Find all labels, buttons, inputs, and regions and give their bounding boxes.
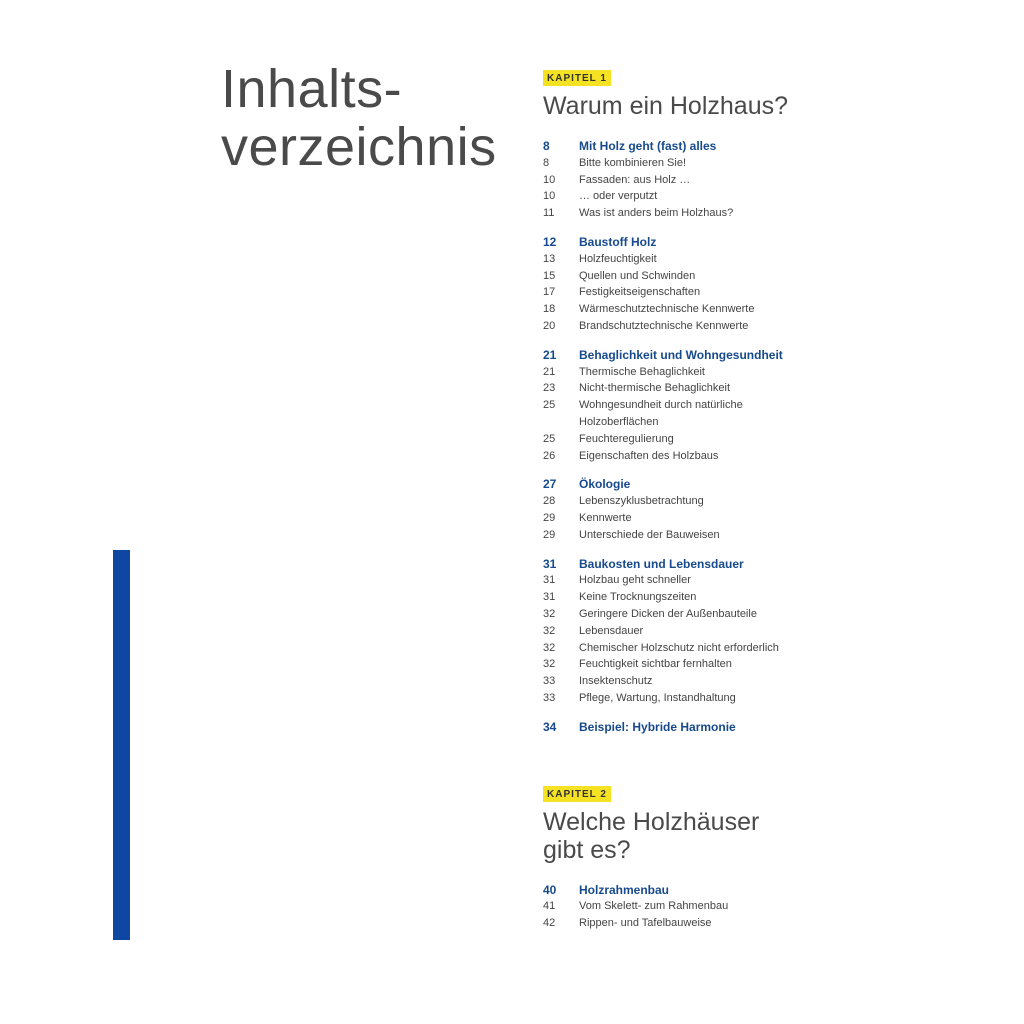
- toc-entry[interactable]: [543, 155, 993, 172]
- toc-entry-text: Lebensdauer: [579, 624, 644, 637]
- toc-section-heading[interactable]: [543, 234, 993, 251]
- toc-entry-text: Rippen- und Tafelbauweise: [579, 917, 712, 930]
- toc-page-number: 25: [543, 432, 556, 445]
- toc-entry-text: Vom Skelett- zum Rahmenbau: [579, 900, 729, 913]
- toc-page-number: 29: [543, 528, 556, 541]
- toc-heading-text: Baukosten und Lebensdauer: [579, 556, 744, 571]
- page-title-line-2: verzeichnis: [221, 117, 497, 177]
- toc-entry-text: Thermische Behaglichkeit: [579, 365, 705, 378]
- toc-page-number: 31: [543, 574, 556, 587]
- toc-section-heading[interactable]: [543, 882, 993, 899]
- toc-heading-text: Behaglichkeit und Wohngesundheit: [579, 347, 783, 362]
- toc-entry[interactable]: [543, 448, 993, 465]
- toc-entry[interactable]: [543, 493, 993, 510]
- chapter-entries: [543, 138, 993, 736]
- toc-entry-text: Quellen und Schwinden: [579, 269, 696, 282]
- toc-page-number: 18: [543, 303, 556, 316]
- page-title: [221, 60, 497, 176]
- toc-entry-text: Holzfeuchtigkeit: [579, 252, 657, 265]
- toc-entry-text: Holzbau geht schneller: [579, 574, 691, 587]
- toc-entry[interactable]: [543, 172, 993, 189]
- toc-entry[interactable]: [543, 527, 993, 544]
- toc-entry[interactable]: [543, 301, 993, 318]
- toc-entry[interactable]: [543, 397, 993, 414]
- decorative-blue-bar: [113, 550, 130, 940]
- page-title-line-1: Inhalts-: [221, 59, 403, 119]
- toc-entry[interactable]: [543, 414, 993, 431]
- toc-page-number: 8: [543, 139, 550, 153]
- toc-section-group: [543, 476, 993, 543]
- toc-entry-text: Insektenschutz: [579, 675, 653, 688]
- toc-page-number: 17: [543, 286, 556, 299]
- toc-page-number: 13: [543, 252, 556, 265]
- toc-page-number: 11: [543, 207, 555, 220]
- toc-section-heading[interactable]: [543, 556, 993, 573]
- toc-entry-text: Was ist anders beim Holzhaus?: [579, 207, 734, 220]
- chapter-title: [543, 92, 993, 120]
- toc-page-number: 25: [543, 399, 556, 412]
- toc-section-heading[interactable]: [543, 719, 993, 736]
- toc-heading-text: Ökologie: [579, 477, 631, 492]
- toc-page-number: 32: [543, 624, 556, 637]
- toc-entry-text: Holzoberflächen: [579, 415, 659, 428]
- toc-section-group: [543, 234, 993, 335]
- toc-entry-text: Nicht-thermische Behaglichkeit: [579, 382, 731, 395]
- toc-entry[interactable]: [543, 188, 993, 205]
- toc-page-number: 32: [543, 641, 556, 654]
- toc-entry-text: Unterschiede der Bauweisen: [579, 528, 720, 541]
- toc-page-number: [543, 414, 579, 431]
- chapter-title-line: gibt es?: [543, 835, 631, 864]
- toc-entry-text: Pflege, Wartung, Instandhaltung: [579, 691, 736, 704]
- toc-entry-text: Feuchtigkeit sichtbar fernhalten: [579, 658, 732, 671]
- toc-entry[interactable]: [543, 898, 993, 915]
- toc-page-number: 28: [543, 495, 556, 508]
- toc-page-number: 33: [543, 691, 556, 704]
- toc-entry[interactable]: [543, 284, 993, 301]
- toc-page-number: 40: [543, 882, 557, 897]
- chapter-badge: KAPITEL 1: [543, 70, 611, 86]
- toc-page-number: 34: [543, 719, 557, 734]
- toc-entry-text: Fassaden: aus Holz …: [579, 173, 691, 186]
- toc-page-number: 21: [543, 347, 557, 362]
- toc-entry-text: Eigenschaften des Holzbaus: [579, 449, 719, 462]
- toc-entry-text: Bitte kombinieren Sie!: [579, 156, 686, 169]
- toc-entry-text: Festigkeitseigenschaften: [579, 286, 701, 299]
- toc-section-group: [543, 719, 993, 736]
- toc-entry[interactable]: [543, 572, 993, 589]
- toc-entry-text: Wärmeschutztechnische Kennwerte: [579, 303, 755, 316]
- chapter-title-line: Warum ein Holzhaus?: [543, 92, 789, 120]
- table-of-contents: [543, 68, 993, 944]
- toc-entry[interactable]: [543, 673, 993, 690]
- toc-entry[interactable]: [543, 623, 993, 640]
- toc-section-group: [543, 138, 993, 222]
- toc-entry[interactable]: [543, 251, 993, 268]
- toc-page-number: 32: [543, 607, 556, 620]
- chapter-section: [543, 784, 993, 932]
- toc-page-number: 31: [543, 556, 557, 571]
- chapter-badge: KAPITEL 2: [543, 786, 611, 802]
- toc-entry-text: … oder verputzt: [579, 190, 658, 203]
- toc-page-number: 10: [543, 190, 556, 203]
- toc-entry-text: Lebenszyklusbetrachtung: [579, 495, 704, 508]
- toc-page-number: 15: [543, 269, 556, 282]
- toc-heading-text: Mit Holz geht (fast) alles: [579, 139, 717, 153]
- toc-heading-text: Holzrahmenbau: [579, 882, 670, 897]
- toc-entry[interactable]: [543, 589, 993, 606]
- toc-entry[interactable]: [543, 318, 993, 335]
- toc-section-heading[interactable]: [543, 476, 993, 493]
- toc-entry-text: Chemischer Holzschutz nicht erforderlich: [579, 641, 779, 654]
- toc-entry-text: Keine Trocknungszeiten: [579, 591, 697, 604]
- toc-page-number: 8: [543, 156, 550, 169]
- toc-entry-text: Geringere Dicken der Außenbauteile: [579, 607, 757, 620]
- toc-page-number: 23: [543, 382, 556, 395]
- toc-section-group: [543, 347, 993, 465]
- toc-entry[interactable]: [543, 656, 993, 673]
- toc-entry-text: Feuchteregulierung: [579, 432, 674, 445]
- toc-entry[interactable]: [543, 380, 993, 397]
- toc-page-number: 21: [543, 365, 556, 378]
- toc-page-number: 32: [543, 658, 556, 671]
- toc-entry-text: Kennwerte: [579, 511, 632, 524]
- toc-entry[interactable]: [543, 915, 993, 932]
- toc-entry[interactable]: [543, 268, 993, 285]
- toc-page-number: 27: [543, 477, 557, 492]
- toc-page-number: 31: [543, 591, 556, 604]
- toc-section-group: [543, 556, 993, 707]
- toc-entry[interactable]: [543, 205, 993, 222]
- chapter-entries: [543, 882, 993, 932]
- toc-page-number: 10: [543, 173, 556, 186]
- toc-entry[interactable]: [543, 510, 993, 527]
- chapter-title-line: Welche Holzhäuser: [543, 807, 760, 836]
- toc-entry[interactable]: [543, 690, 993, 707]
- toc-section-heading[interactable]: [543, 138, 993, 155]
- toc-page-number: 42: [543, 917, 556, 930]
- toc-page-number: 29: [543, 511, 556, 524]
- toc-page-number: 41: [543, 900, 556, 913]
- toc-entry[interactable]: [543, 606, 993, 623]
- toc-entry[interactable]: [543, 431, 993, 448]
- toc-page-number: 33: [543, 675, 556, 688]
- toc-entry[interactable]: [543, 364, 993, 381]
- toc-page-number: 26: [543, 449, 556, 462]
- toc-section-group: [543, 882, 993, 932]
- chapter-title: [543, 808, 993, 864]
- chapter-section: [543, 68, 993, 736]
- toc-entry-text: Wohngesundheit durch natürliche: [579, 399, 743, 412]
- toc-entry-text: Brandschutztechnische Kennwerte: [579, 319, 749, 332]
- toc-entry[interactable]: [543, 640, 993, 657]
- toc-section-heading[interactable]: [543, 347, 993, 364]
- toc-heading-text: Beispiel: Hybride Harmonie: [579, 719, 736, 734]
- toc-heading-text: Baustoff Holz: [579, 234, 657, 249]
- toc-page-number: 12: [543, 234, 557, 249]
- toc-page-number: 20: [543, 319, 556, 332]
